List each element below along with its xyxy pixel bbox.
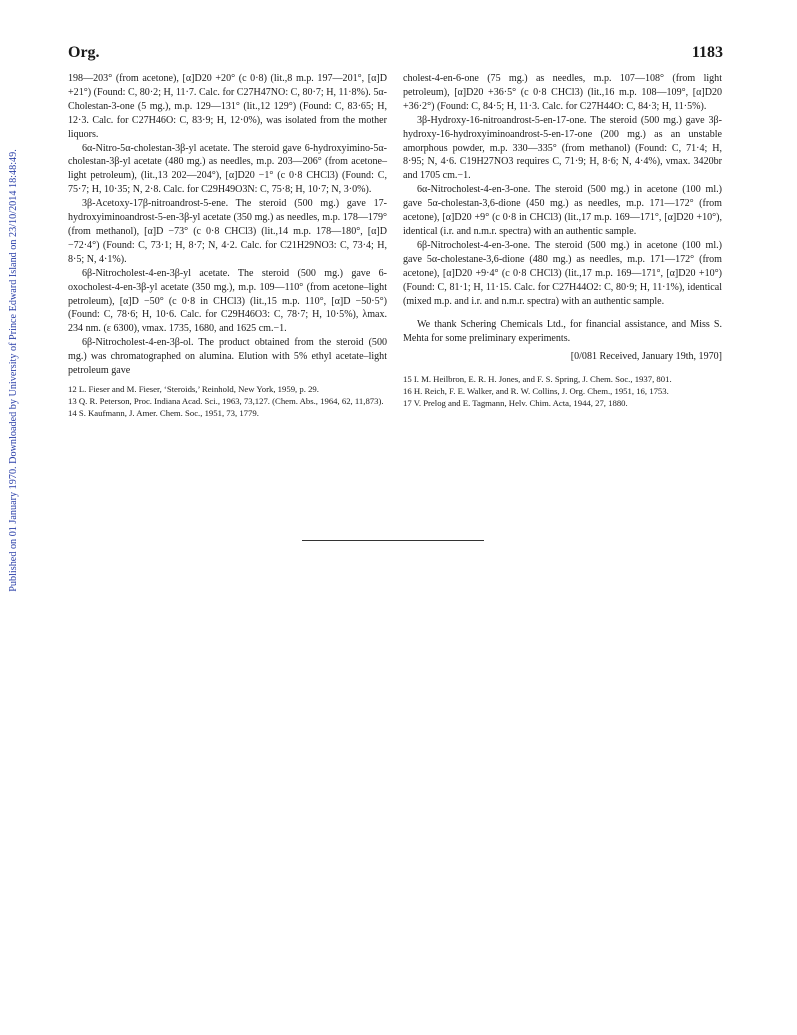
received-date: [0/081 Received, January 19th, 1970] — [570, 351, 722, 363]
paragraph-6beta-nitrocholestenone: 6β-Nitrocholest-4-en-3-one. The steroid (500 mg.) in acetone (100 ml.) gave 5α-cholestane-3,6-dione (480 mg.) as needles, m.p. 171—172° (from acetone), [α]D20 +9·4° (c 0·8 CHCl3) (lit.,17 m.p. 169—171°, [α]D20 +10°) (Found: C, 81·1; H, 11·15. Calc. for C27H44O2: C, 80·9; H, 11·1%), identical (mixed m.p. and i.r. and n.m.r. spectra) with an authentic sample. — [403, 239, 722, 307]
journal-name: Org. — [68, 44, 100, 61]
paragraph-6alpha-nitrocholestenone: 6α-Nitrocholest-4-en-3-one. The steroid (500 mg.) in acetone (100 ml.) gave 5α-cholestan-3,6-dione (450 mg.) as needles, m.p. 171—172° (from acetone), [α]D20 +9° (c 0·8 in CHCl3) (lit.,17 m.p. 169—171°, [α]D20 +10°), identical (i.r. and n.m.r. spectra) with an authentic sample. — [403, 184, 722, 237]
footnotes-left — [68, 384, 387, 419]
paragraph-nitro-cholestanyl-acetate: 6α-Nitro-5α-cholestan-3β-yl acetate. The steroid gave 6-hydroxyimino-5α-cholestan-3β-yl acetate (480 mg.) as needles, m.p. 203—206° (from acetone–light petroleum), (lit.,13 202—204°), [α]D20 −1° (c 0·8 CHCl3) (Found: C, 75·7; H, 10·35; N, 2·8. Calc. for C29H49O3N: C, 75·8; H, 10·7; N, 3·0%). — [68, 142, 387, 196]
left-column — [68, 72, 387, 419]
watermark-text: Published on 01 January 1970. Downloaded by University of Prince Edward Island on 23/10/2014 18:48:49. — [7, 148, 19, 592]
footnote-15: 15 I. M. Heilbron, E. R. H. Jones, and F. S. Spring, J. Chem. Soc., 1937, 801. — [403, 374, 672, 385]
footnotes-right — [403, 374, 722, 409]
footnote-13: 13 Q. R. Peterson, Proc. Indiana Acad. Sci., 1963, 73,127. (Chem. Abs., 1964, 62, 11,873). — [68, 395, 384, 406]
paragraph-nitrocholestenyl-acetate: 6β-Nitrocholest-4-en-3β-yl acetate. The steroid (500 mg.) gave 6-oxocholest-4-en-3β-yl acetate (350 mg.), m.p. 109—110° (from acetone–light petroleum), [α]D −50° (c 0·8 in CHCl3) (lit.,15 m.p. 110°, [α]D −50·5°) (Found: C, 78·6; H, 10·6. Calc. for C29H46O3: C, 78·7; H, 10·5%), λmax. 234 nm. (ε 6300), νmax. 1735, 1680, and 1625 cm.−1. — [68, 267, 387, 335]
footnote-17: 17 V. Prelog and E. Tagmann, Helv. Chim. Acta, 1944, 27, 1880. — [403, 397, 628, 408]
end-of-article-rule — [302, 540, 484, 541]
paragraph-acetoxy-nitroandrostene: 3β-Acetoxy-17β-nitroandrost-5-ene. The steroid (500 mg.) gave 17-hydroxyiminoandrost-5-en-3β-yl acetate (350 mg.) as needles, m.p. 178—179° (from methanol), [α]D −73° (c 0·8 CHCl3) (lit.,14 m.p. 178—180°, [α]D −72·4°) (Found: C, 73·1; H, 8·7; N, 4·2. Calc. for C21H29NO3: C, 73·4; H, 8·5; N, 4·1%). — [68, 198, 387, 265]
page-header — [68, 44, 723, 68]
footnote-14: 14 S. Kaufmann, J. Amer. Chem. Soc., 1951, 73, 1779. — [68, 407, 259, 418]
footnote-16: 16 H. Reich, F. E. Walker, and R. W. Collins, J. Org. Chem., 1951, 16, 1753. — [403, 385, 669, 396]
paragraph-continued: 198—203° (from acetone), [α]D20 +20° (c 0·8) (lit.,8 m.p. 197—201°, [α]D +21°) (Found: C, 80·2; H, 11·7. Calc. for C27H47NO: C, 80·7; H, 11·8%). 5α-Cholestan-3-one (5 mg.), m.p. 129—131° (lit.,12 129°) (Found: C, 83·65; H, 12·3. Calc. for C27H46O: C, 83·9; H, 12·0%), was isolated from the mother liquors. — [68, 73, 387, 140]
paragraph-nitrocholestenol: 6β-Nitrocholest-4-en-3β-ol. The product obtained from the steroid (500 mg.) was chromatographed on alumina. Elution with 5% ethyl acetate–light petroleum gave — [68, 337, 387, 377]
download-watermark — [2, 80, 24, 660]
acknowledgement: We thank Schering Chemicals Ltd., for financial assistance, and Miss S. Mehta for some preliminary experiments. — [403, 319, 722, 345]
footnote-12: 12 L. Fieser and M. Fieser, ‘Steroids,’ Reinhold, New York, 1959, p. 29. — [68, 383, 319, 394]
paragraph-cholestenone: cholest-4-en-6-one (75 mg.) as needles, m.p. 107—108° (from light petroleum), [α]D20 +36·5° (c 0·8 CHCl3) (lit.,16 m.p. 108—109°, [α]D20 +36·2°) (Found: C, 84·5; H, 11·3. Calc. for C27H44O: C, 84·3; H, 11·5%). — [403, 73, 722, 112]
page-number: 1183 — [691, 44, 723, 61]
paragraph-hydroxy-nitroandrostenone: 3β-Hydroxy-16-nitroandrost-5-en-17-one. The steroid (500 mg.) gave 3β-hydroxy-16-hydroxyiminoandrost-5-en-17-one (200 mg.) as an unstable amorphous powder, m.p. 330—335° (from methanol) (Found: C, 71·4; H, 8·95; N, 4·6. C19H27NO3 requires C, 71·9; H, 8·6; N, 4·4%), νmax. 3420br and 1705 cm.−1. — [403, 114, 722, 182]
right-column — [403, 72, 722, 410]
